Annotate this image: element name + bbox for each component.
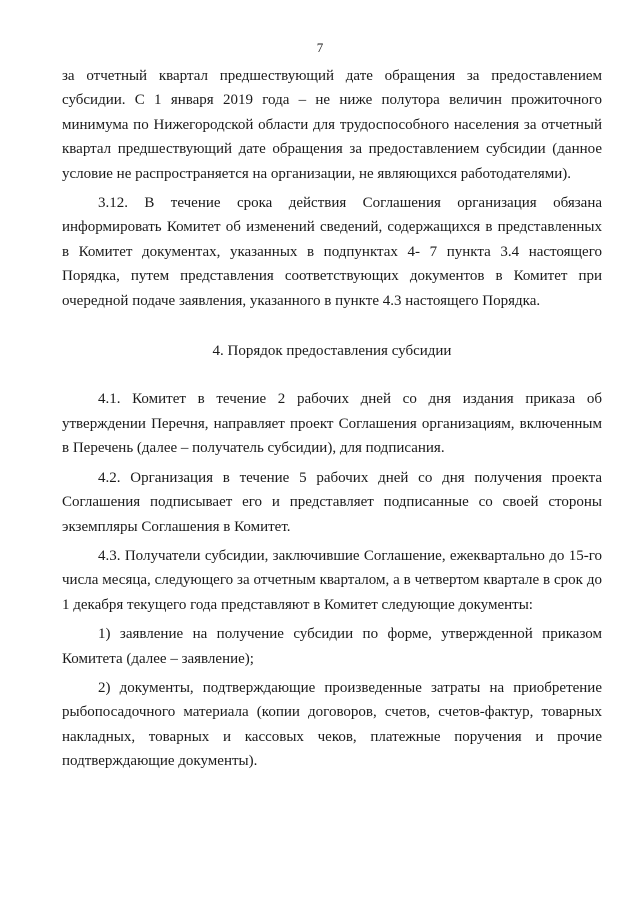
paragraph-4-1: 4.1. Комитет в течение 2 рабочих дней со дня издания приказа об утверждении Перечня, направляет проект Соглашения организациям, включенным в Перечень (далее – получатель субсидии), для подписания. (62, 391, 602, 457)
list-item-1: 1) заявление на получение субсидии по форме, утвержденной приказом Комитета (далее – заявление); (62, 626, 602, 667)
paragraph-continuation: за отчетный квартал предшествующий дате обращения за предоставлением субсидии. С 1 января 2019 года – не ниже полутора величин прожиточного минимума по Нижегородской области для трудоспособного населения за отчетный квартал предшествующий дате обращения за предоставлением субсидии (данное условие не распространяется на организации, не являющихся работодателями). (62, 68, 602, 182)
page-number: 7 (316, 40, 324, 55)
paragraph-4-3: 4.3. Получатели субсидии, заключившие Соглашение, ежеквартально до 15-го числа месяца, следующего за отчетным кварталом, а в четвертом квартале в срок до 1 декабря текущего года представляют в Комитет следующие документы: (62, 547, 602, 613)
paragraph-4-2: 4.2. Организация в течение 5 рабочих дней со дня получения проекта Соглашения подписывает его и представляет подписанные со своей стороны экземпляры Соглашения в Комитет. (62, 469, 602, 535)
section-heading: 4. Порядок предоставления субсидии (212, 343, 452, 360)
list-item-2: 2) документы, подтверждающие произведенные затраты на приобретение рыбопосадочного материала (копии договоров, счетов, счетов-фактур, товарных накладных, товарных и кассовых чеков, платежные поручения и прочие подтверждающие документы). (62, 679, 602, 770)
paragraph-3-12: 3.12. В течение срока действия Соглашения организация обязана информировать Комитет об изменений сведений, содержащихся в представленных в Комитет документах, указанных в подпунктах 4- 7 пункта 3.4 настоящего Порядка, путем представления соответствующих документов в Комитет при очередной подаче заявления, указанного в пункте 4.3 настоящего Порядка. (62, 195, 602, 309)
document-body (62, 64, 602, 774)
